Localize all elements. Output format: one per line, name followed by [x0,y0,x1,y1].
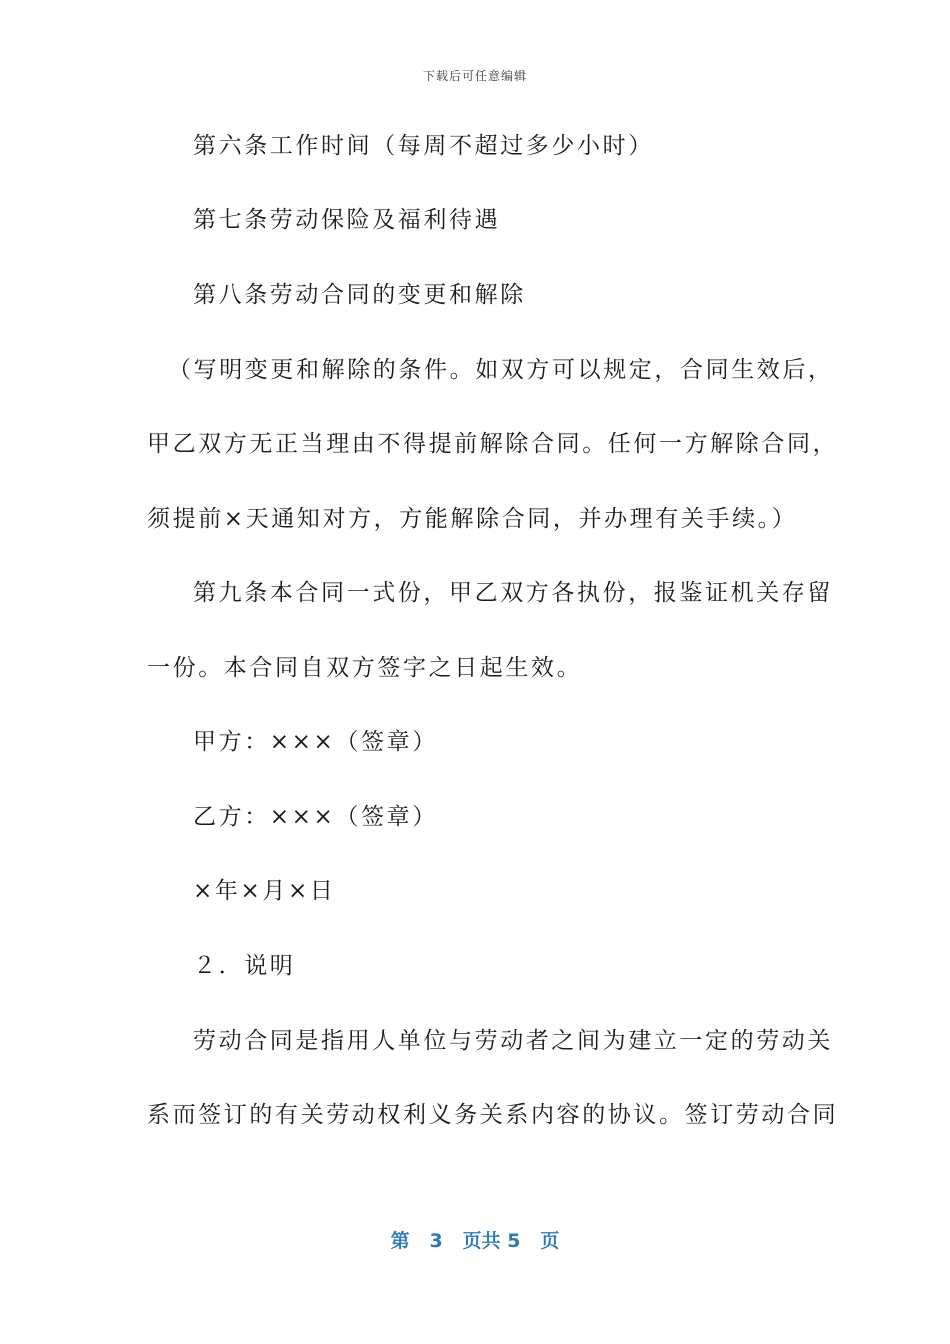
article-6-line: 第六条工作时间（每周不超过多少小时） [193,133,654,159]
footer-suffix: 页 [540,1230,560,1252]
footer-total-pages: 5 [507,1230,521,1252]
article-8-line: 第八条劳动合同的变更和解除 [193,282,526,308]
footer-middle: 页共 [462,1230,501,1252]
explanation-line-2: 系而签订的有关劳动权利义务关系内容的协议。签订劳动合同 [147,1102,839,1128]
article-9-line-1: 第九条本合同一式份，甲乙双方各执份，报鉴证机关存留 [193,580,833,606]
party-a-signature-line: 甲方：×××（签章） [193,729,438,755]
header-note: 下载后可任意编辑 [422,69,527,83]
explanation-line-1: 劳动合同是指用人单位与劳动者之间为建立一定的劳动关 [193,1028,833,1054]
article-7-line: 第七条劳动保险及福利待遇 [193,207,501,233]
article-8-detail-line-2: 甲乙双方无正当理由不得提前解除合同。任何一方解除合同， [147,431,839,457]
article-9-line-2: 一份。本合同自双方签字之日起生效。 [147,655,583,681]
footer-current-page: 3 [429,1230,443,1252]
footer-prefix: 第 [390,1230,410,1252]
article-8-detail-line-3: 须提前×天通知对方，方能解除合同，并办理有关手续。） [147,506,798,532]
article-8-detail-line-1: （写明变更和解除的条件。如双方可以规定，合同生效后， [168,357,834,383]
page-footer [0,1226,950,1253]
date-line: ×年×月×日 [193,878,336,904]
party-b-signature-line: 乙方：×××（签章） [193,804,438,830]
section-2-heading: ２．说明 [193,953,296,979]
